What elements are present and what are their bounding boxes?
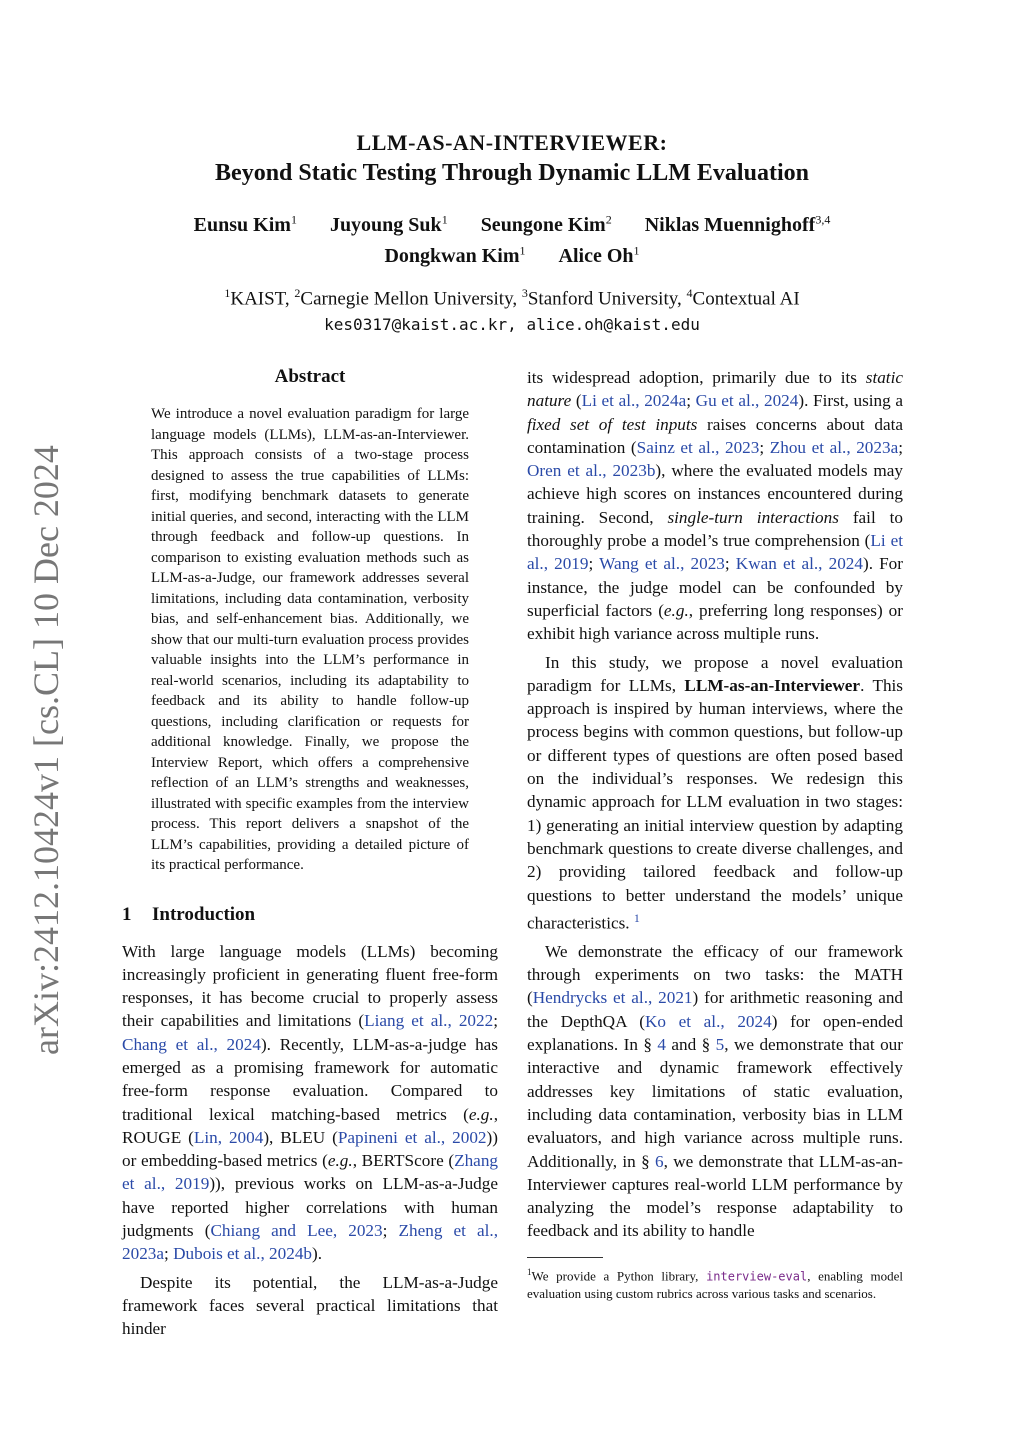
citation-link[interactable]: Liang et al., 2022 bbox=[364, 1011, 494, 1031]
left-column bbox=[122, 364, 498, 1341]
citation-link[interactable]: Li et al., 2019 bbox=[527, 531, 903, 574]
author: Niklas Muennighoff$^{3,4}$ bbox=[644, 212, 831, 236]
citation-link[interactable]: Zhang et al., 2019 bbox=[122, 1151, 499, 1194]
citation-link[interactable]: Zhou et al., 2023a bbox=[769, 437, 899, 457]
citation-link[interactable]: Gu et al., 2024 bbox=[695, 391, 799, 411]
abstract-heading: Abstract bbox=[274, 366, 346, 387]
arxiv-stamp: arXiv:2412.10424v1 [cs.CL] 10 Dec 2024 bbox=[26, 445, 66, 1055]
author: Juyoung Suk$^1$ bbox=[329, 212, 448, 236]
citation-link[interactable]: Hendrycks et al., 2021 bbox=[532, 988, 693, 1008]
footnote: $^1$We provide a Python library, interview-eval, enabling model evaluation using custom rubrics across various tasks and scenarios. bbox=[527, 1266, 903, 1302]
right-column bbox=[527, 366, 903, 1302]
citation-link[interactable]: Li et al., 2024a bbox=[581, 391, 687, 411]
author-emails: kes0317@kaist.ac.kr, alice.oh@kaist.edu bbox=[324, 315, 700, 335]
affiliations bbox=[0, 280, 1024, 338]
section-ref-link[interactable]: 6 bbox=[655, 1151, 664, 1171]
author: Seungone Kim$^2$ bbox=[480, 212, 612, 236]
citation-link[interactable]: Sainz et al., 2023 bbox=[636, 437, 760, 457]
citation-link[interactable]: Ko et al., 2024 bbox=[644, 1011, 772, 1031]
footnote-ref[interactable]: 1 bbox=[633, 910, 640, 925]
footnote-divider bbox=[527, 1257, 603, 1258]
right-paragraph-3: We demonstrate the efficacy of our framework through experiments on two tasks: the MATH (Hendrycks et al., 2021) for arithmetic reasoning and the DepthQA (Ko et al., 2024) for open-ended explanations. In § 4 and § 5, we demonstrate that our interactive and dynamic framework effectively addresses key limitations of static evaluation, including data contamination, verbosity bias in LLM evaluators, and high variance across multiple runs. Additionally, in § 6, we demonstrate that LLM-as-an-Interviewer captures real-world LLM performance by analyzing the model’s response adaptability to feedback and its ability to handle bbox=[527, 941, 904, 1241]
citation-link[interactable]: Papineni et al., 2002 bbox=[337, 1127, 487, 1147]
author-list bbox=[0, 206, 1024, 269]
citation-link[interactable]: Wang et al., 2023 bbox=[599, 554, 725, 574]
abstract-text: We introduce a novel evaluation paradigm for large language models (LLMs), LLM-as-an-Interviewer. This approach consists of a two-stage process designed to assess the true capabilities of LLMs: first, modifying benchmark datasets to generate initial queries, and second, interacting with the LLM through feedback and follow-up questions. In comparison to existing evaluation methods such as LLM-as-a-Judge, our framework addresses several limitations, including data contamination, verbosity bias, and self-enhancement bias. Additionally, we show that our multi-turn evaluation process provides valuable insights into the LLM’s performance in real-world scenarios, including its adaptability to feedback and its ability to handle follow-up questions, including clarification or requests for additional knowledge. Finally, we propose the Interview Report, which offers a comprehensive reflection of an LLM’s strengths and weaknesses, illustrated with specific examples from the interview process. This report delivers a snapshot of the LLM’s capabilities, providing a detailed picture of its practical performance. bbox=[151, 406, 469, 873]
paper-title-line2: Beyond Static Testing Through Dynamic LLM Evaluation bbox=[215, 160, 809, 186]
author-row-1 bbox=[0, 206, 1024, 238]
citation-link[interactable]: Lin, 2004 bbox=[193, 1127, 264, 1147]
section-heading-introduction: 1 Introduction bbox=[122, 903, 256, 925]
library-name[interactable]: interview-eval bbox=[706, 1269, 808, 1284]
author: Eunsu Kim$^1$ bbox=[193, 212, 297, 236]
author: Dongkwan Kim$^1$ bbox=[384, 243, 526, 268]
affiliation-line: $^1$KAIST, $^2$Carnegie Mellon University, $^3$Stanford University, $^4$Contextual AI bbox=[224, 286, 800, 310]
author-row-2 bbox=[0, 238, 1024, 270]
paper-title-line1: LLM-AS-AN-INTERVIEWER: bbox=[356, 130, 668, 155]
intro-paragraph-1: With large language models (LLMs) becoming increasingly proficient in generating fluent free-form responses, it has become crucial to properly assess their capabilities and limitations (Liang et al., 2022; Chang et al., 2024). Recently, LLM-as-a-judge has emerged as a promising framework for automatic free-form response evaluation. Compared to traditional lexical matching-based metrics (e.g., ROUGE (Lin, 2004), BLEU (Papineni et al., 2002)) or embedding-based metrics (e.g., BERTScore (Zhang et al., 2019)), previous works on LLM-as-a-Judge have reported higher correlations with human judgments (Chiang and Lee, 2023; Zheng et al., 2023a; Dubois et al., 2024b). bbox=[122, 941, 499, 1264]
right-paragraph-2: In this study, we propose a novel evaluation paradigm for LLMs, LLM-as-an-Interviewer. This approach is inspired by human interviews, where the process begins with common questions, but follow-up or different types of questions are often posed based on the individual’s responses. We redesign this dynamic approach for LLM evaluation in two stages: 1) generating an initial interview question by adapting benchmark questions to create diverse challenges, and 2) providing tailored feedback and follow-up questions to better understand the models’ unique characteristics. $^1$ bbox=[527, 652, 903, 933]
citation-link[interactable]: Chang et al., 2024 bbox=[122, 1034, 261, 1054]
citation-link[interactable]: Kwan et al., 2024 bbox=[735, 554, 863, 574]
author: Alice Oh$^1$ bbox=[558, 243, 640, 268]
citation-link[interactable]: Chiang and Lee, 2023 bbox=[210, 1221, 383, 1241]
citation-link[interactable]: Zheng et al., 2023a bbox=[122, 1221, 498, 1264]
right-paragraph-1: its widespread adoption, primarily due to its static nature (Li et al., 2024a; Gu et al., 2024). First, using a fixed set of test inputs raises concerns about data contamination (Sainz et al., 2023; Zhou et al., 2023a; Oren et al., 2023b), where the evaluated models may achieve high scores on instances encountered during training. Second, single-turn interactions fail to thoroughly probe a model’s true comprehension (Li et al., 2019; Wang et al., 2023; Kwan et al., 2024). For instance, the judge model can be confounded by superficial factors (e.g., preferring long responses) or exhibit high variance across multiple runs. bbox=[527, 368, 903, 644]
title-block bbox=[0, 128, 1024, 188]
section-ref-link[interactable]: 4 bbox=[657, 1035, 666, 1055]
citation-link[interactable]: Oren et al., 2023b bbox=[527, 461, 656, 481]
section-ref-link[interactable]: 5 bbox=[715, 1035, 725, 1055]
citation-link[interactable]: Dubois et al., 2024b bbox=[173, 1244, 313, 1264]
intro-paragraph-2: Despite its potential, the LLM-as-a-Judge framework faces several practical limitations that hinder bbox=[122, 1272, 498, 1339]
